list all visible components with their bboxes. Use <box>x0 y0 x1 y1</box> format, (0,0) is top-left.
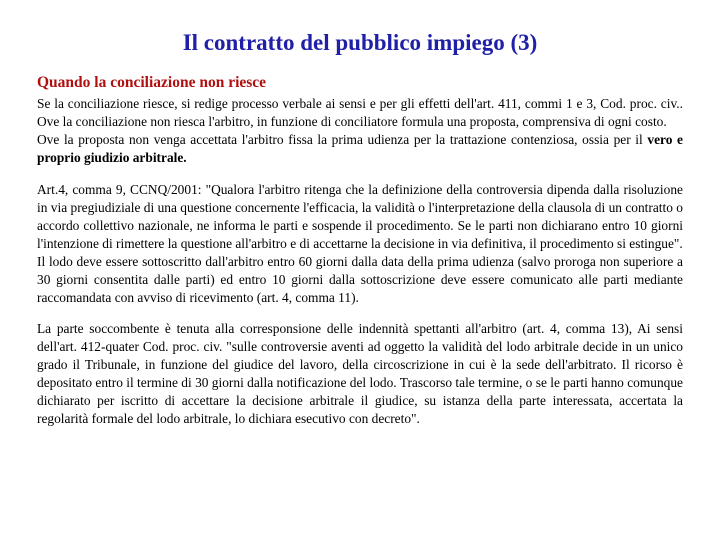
paragraph-proposal-emphasis: vero e proprio giudizio arbitrale. <box>37 132 684 165</box>
paragraph-lodo: Il lodo deve essere sottoscritto dall'arbitro entro 60 giorni dalla data della prima udienza (salvo proroga non superiore a 30 giorni consentita dalle parti) ed entro 10 giorni dalla sottoscrizione deve essere comunicato alle parti mediante raccomandata con avviso di ricevimento (art. 4, comma 11). <box>37 254 683 305</box>
paragraph-proposal-text: Ove la proposta non venga accettata l'arbitro fissa la prima udienza per la trattazione contenziosa, ossia per il <box>37 132 648 147</box>
slide-title: Il contratto del pubblico impiego (3) <box>182 30 538 55</box>
paragraph-art4-comma9: Art.4, comma 9, CCNQ/2001: "Qualora l'arbitro ritenga che la definizione della controversia dipenda dalla risoluzione in via pregiudiziale di una questione concernente l'efficacia, la validità o l'interpretazione della clausola di un contratto o accordo collettivo nazionale, ne informa le parti e sospende il procedimento. Se le parti non dichiarano entro 10 giorni l'intenzione di rimettere la questione all'arbitro e di accettarne la decisione in via definitiva, il procedimento si estingue". <box>37 182 683 251</box>
paragraph-parte-soccombente: La parte soccombente è tenuta alla corresponsione delle indennità spettanti all'arbitro (art. 4, comma 13), Ai sensi dell'art. 412-quater Cod. proc. civ. "sulle controversie aventi ad oggetto la validità del lodo arbitrale decide in un unico grado il Tribunale, in funzione del giudice del lavoro, della circoscrizione in cui è la sede dell'arbitrato. Il ricorso è depositato entro il termine di 30 giorni dalla notificazione del lodo. Trascorso tale termine, o se le parti hanno comunque dichiarato per iscritto di accettare la decisione arbitrale il giudice, su istanza della parte interessata, accertata la regolarità formale del lodo arbitrale, lo dichiara esecutivo con decreto". <box>37 321 683 426</box>
section-heading: Quando la conciliazione non riesce <box>37 74 267 91</box>
paragraph-proposal <box>37 131 683 167</box>
paragraph-conciliation: Se la conciliazione riesce, si redige processo verbale ai sensi e per gli effetti dell'art. 411, commi 1 e 3, Cod. proc. civ.. Ove la conciliazione non riesca l'arbitro, in funzione di conciliatore formula una proposta, comprensiva di ogni costo. <box>37 96 683 129</box>
